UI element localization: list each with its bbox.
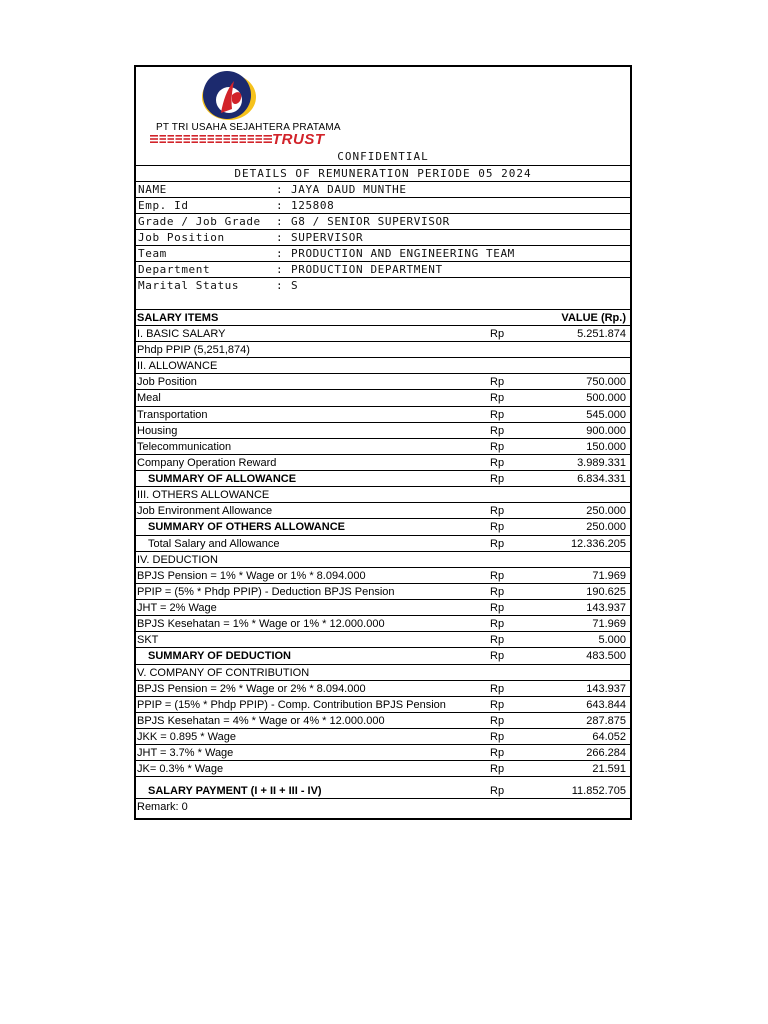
table-row [136, 631, 630, 647]
table-row [136, 599, 630, 615]
item-name: Total Salary and Allowance [148, 538, 280, 550]
table-row [136, 712, 630, 728]
salary-items-heading: SALARY ITEMS [137, 312, 219, 324]
item-amount: 143.937 [586, 683, 626, 695]
employee-info-row [136, 229, 630, 245]
item-name: JK= 0.3% * Wage [137, 763, 224, 775]
table-row [136, 583, 630, 599]
value-heading: VALUE (Rp.) [561, 312, 626, 324]
table-row [136, 438, 630, 454]
item-name: JKK = 0.895 * Wage [137, 731, 236, 743]
item-amount: 266.284 [586, 747, 626, 759]
item-name: SKT [137, 634, 159, 646]
item-currency: Rp [490, 376, 505, 388]
item-name: Job Environment Allowance [137, 505, 273, 517]
salary-payment-amount: 11.852.705 [571, 785, 626, 797]
employee-info-row [136, 197, 630, 213]
item-currency: Rp [490, 731, 505, 743]
item-name: JHT = 3.7% * Wage [137, 747, 234, 759]
salary-payment-label: SALARY PAYMENT (I + II + III - IV) [148, 785, 322, 797]
item-currency: Rp [490, 763, 505, 775]
item-name: BPJS Kesehatan = 1% * Wage or 1% * 12.000.000 [137, 618, 385, 630]
employee-info-value: 125808 [291, 199, 335, 212]
employee-info-value: JAYA DAUD MUNTHE [291, 183, 407, 196]
salary-payment-currency: Rp [490, 785, 505, 797]
company-name: PT TRI USAHA SEJAHTERA PRATAMA [156, 122, 341, 133]
table-row [136, 728, 630, 744]
table-row [136, 615, 630, 631]
employee-info-separator: : [276, 247, 284, 260]
table-row [136, 518, 630, 534]
item-amount: 5.251.874 [577, 328, 626, 340]
employee-info-label: Marital Status [138, 279, 240, 292]
table-row [136, 680, 630, 696]
item-amount: 500.000 [586, 392, 626, 404]
brand-stripes [150, 135, 272, 143]
item-currency: Rp [490, 473, 505, 485]
remark-text: Remark: 0 [137, 801, 188, 813]
item-currency: Rp [490, 392, 505, 404]
item-name: JHT = 2% Wage [137, 602, 217, 614]
item-amount: 483.500 [586, 650, 626, 662]
item-amount: 545.000 [586, 409, 626, 421]
item-amount: 750.000 [586, 376, 626, 388]
table-row [136, 422, 630, 438]
item-currency: Rp [490, 747, 505, 759]
item-name: Company Operation Reward [137, 457, 277, 469]
item-name: III. OTHERS ALLOWANCE [137, 489, 270, 501]
item-amount: 21.591 [592, 763, 626, 775]
employee-info-separator: : [276, 215, 284, 228]
item-currency: Rp [490, 538, 505, 550]
table-row [136, 744, 630, 760]
table-row [136, 696, 630, 712]
employee-info-label: Job Position [138, 231, 225, 244]
employee-info-row [136, 213, 630, 229]
company-logo-area [136, 67, 630, 149]
company-logo-icon [196, 71, 266, 125]
table-row [136, 760, 630, 776]
item-currency: Rp [490, 425, 505, 437]
item-amount: 190.625 [586, 586, 626, 598]
item-amount: 643.844 [586, 699, 626, 711]
item-name: Transportation [137, 409, 208, 421]
item-amount: 5.000 [598, 634, 626, 646]
item-name: PPIP = (5% * Phdp PPIP) - Deduction BPJS Pension [137, 586, 395, 598]
table-row [136, 551, 630, 567]
item-currency: Rp [490, 715, 505, 727]
employee-info-value: SUPERVISOR [291, 231, 364, 244]
document-title: DETAILS OF REMUNERATION PERIODE 05 2024 [136, 165, 630, 181]
item-name: IV. DEDUCTION [137, 554, 218, 566]
table-row [136, 406, 630, 422]
brand-name: TRUST [272, 131, 325, 148]
employee-info-value: PRODUCTION AND ENGINEERING TEAM [291, 247, 515, 260]
confidential-label: CONFIDENTIAL [337, 150, 429, 163]
employee-info-row [136, 181, 630, 197]
item-name: BPJS Kesehatan = 4% * Wage or 4% * 12.000.000 [137, 715, 385, 727]
item-amount: 150.000 [586, 441, 626, 453]
employee-info-value: S [291, 279, 299, 292]
item-currency: Rp [490, 683, 505, 695]
item-currency: Rp [490, 650, 505, 662]
table-header [136, 309, 630, 325]
item-amount: 12.336.205 [570, 538, 626, 550]
employee-info-separator: : [276, 199, 284, 212]
item-currency: Rp [490, 505, 505, 517]
item-currency: Rp [490, 521, 505, 533]
item-amount: 71.969 [592, 570, 626, 582]
employee-info-value: PRODUCTION DEPARTMENT [291, 263, 443, 276]
table-row [136, 486, 630, 502]
item-name: Meal [137, 392, 161, 404]
item-name: SUMMARY OF ALLOWANCE [148, 473, 297, 485]
item-name: Telecommunication [137, 441, 232, 453]
table-row [136, 664, 630, 680]
employee-info-label: Grade / Job Grade [138, 215, 261, 228]
item-amount: 6.834.331 [577, 473, 626, 485]
table-row [136, 341, 630, 357]
item-name: BPJS Pension = 1% * Wage or 1% * 8.094.000 [137, 570, 366, 582]
employee-info-label: Department [138, 263, 211, 276]
item-name: Phdp PPIP (5,251,874) [137, 344, 250, 356]
employee-info-value: G8 / SENIOR SUPERVISOR [291, 215, 450, 228]
item-currency: Rp [490, 570, 505, 582]
employee-info-separator: : [276, 263, 284, 276]
item-amount: 71.969 [592, 618, 626, 630]
item-currency: Rp [490, 409, 505, 421]
table-row [136, 357, 630, 373]
employee-info-row [136, 245, 630, 261]
payslip-sheet [134, 65, 632, 820]
employee-info-separator: : [276, 279, 284, 292]
item-amount: 250.000 [586, 505, 626, 517]
table-row [136, 567, 630, 583]
item-amount: 3.989.331 [577, 457, 626, 469]
employee-info-row [136, 261, 630, 277]
employee-info-separator: : [276, 183, 284, 196]
table-row [136, 535, 630, 551]
table-row [136, 373, 630, 389]
item-name: Housing [137, 425, 178, 437]
item-amount: 250.000 [586, 521, 626, 533]
item-amount: 143.937 [586, 602, 626, 614]
item-currency: Rp [490, 586, 505, 598]
item-name: SUMMARY OF DEDUCTION [148, 650, 291, 662]
item-name: I. BASIC SALARY [137, 328, 226, 340]
employee-info-row [136, 277, 630, 293]
item-name: BPJS Pension = 2% * Wage or 2% * 8.094.000 [137, 683, 366, 695]
item-amount: 900.000 [586, 425, 626, 437]
item-name: V. COMPANY OF CONTRIBUTION [137, 667, 310, 679]
item-amount: 287.875 [586, 715, 626, 727]
employee-info-label: Emp. Id [138, 199, 189, 212]
table-row [136, 470, 630, 486]
item-currency: Rp [490, 618, 505, 630]
item-amount: 64.052 [592, 731, 626, 743]
item-name: SUMMARY OF OTHERS ALLOWANCE [148, 521, 345, 533]
employee-info-label: NAME [138, 183, 167, 196]
table-row [136, 647, 630, 663]
item-currency: Rp [490, 328, 505, 340]
table-row [136, 325, 630, 341]
item-currency: Rp [490, 634, 505, 646]
item-name: PPIP = (15% * Phdp PPIP) - Comp. Contribution BPJS Pension [137, 699, 446, 711]
salary-payment-row [136, 776, 630, 798]
table-row [136, 454, 630, 470]
employee-info-label: Team [138, 247, 167, 260]
employee-info-separator: : [276, 231, 284, 244]
item-currency: Rp [490, 457, 505, 469]
item-name: II. ALLOWANCE [137, 360, 218, 372]
remark-row [136, 798, 630, 814]
item-currency: Rp [490, 602, 505, 614]
table-row [136, 389, 630, 405]
item-currency: Rp [490, 441, 505, 453]
table-row [136, 502, 630, 518]
item-currency: Rp [490, 699, 505, 711]
item-name: Job Position [137, 376, 197, 388]
